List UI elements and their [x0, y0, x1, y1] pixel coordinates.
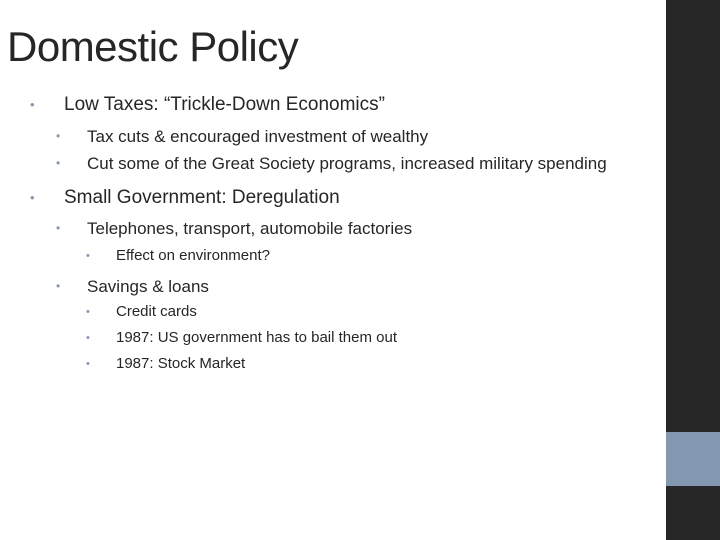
slide-body — [30, 93, 650, 374]
sub-sub-bullet-item — [30, 246, 650, 266]
sub-sub-bullet-item — [30, 302, 650, 322]
bullet-text: Effect on environment? — [116, 247, 270, 264]
bullet-text: Savings & loans — [87, 277, 209, 296]
bullet-icon: • — [86, 332, 90, 344]
bullet-text: Small Government: Deregulation — [64, 187, 340, 208]
bullet-icon: • — [86, 250, 90, 262]
bullet-text: Low Taxes: “Trickle-Down Economics” — [64, 94, 385, 115]
bullet-text: Cut some of the Great Society programs, increased military spending — [87, 154, 607, 173]
page-title: Domestic Policy — [7, 23, 299, 70]
bullet-icon: • — [30, 190, 35, 205]
bullet-item — [30, 186, 650, 210]
bullet-icon: • — [56, 279, 61, 293]
sub-sub-bullet-item — [30, 354, 650, 374]
bullet-icon: • — [56, 156, 61, 170]
bullet-icon: • — [86, 358, 90, 370]
sub-bullet-item — [30, 275, 650, 298]
bullet-icon: • — [30, 97, 35, 112]
sidebar-accent-block — [666, 432, 720, 486]
bullet-text: Credit cards — [116, 303, 197, 320]
bullet-icon: • — [56, 221, 61, 235]
bullet-text: Telephones, transport, automobile factories — [87, 219, 413, 238]
bullet-item — [30, 93, 650, 117]
bullet-icon: • — [86, 306, 90, 318]
sub-bullet-item — [30, 217, 650, 240]
bullet-text: Tax cuts & encouraged investment of wealthy — [87, 127, 429, 146]
bullet-text: 1987: Stock Market — [116, 355, 246, 372]
sub-bullet-item — [30, 152, 627, 175]
bullet-text: 1987: US government has to bail them out — [116, 329, 398, 346]
bullet-icon: • — [56, 129, 61, 143]
sidebar-band — [666, 0, 720, 540]
sub-bullet-item — [30, 125, 650, 148]
sub-sub-bullet-item — [30, 328, 650, 348]
